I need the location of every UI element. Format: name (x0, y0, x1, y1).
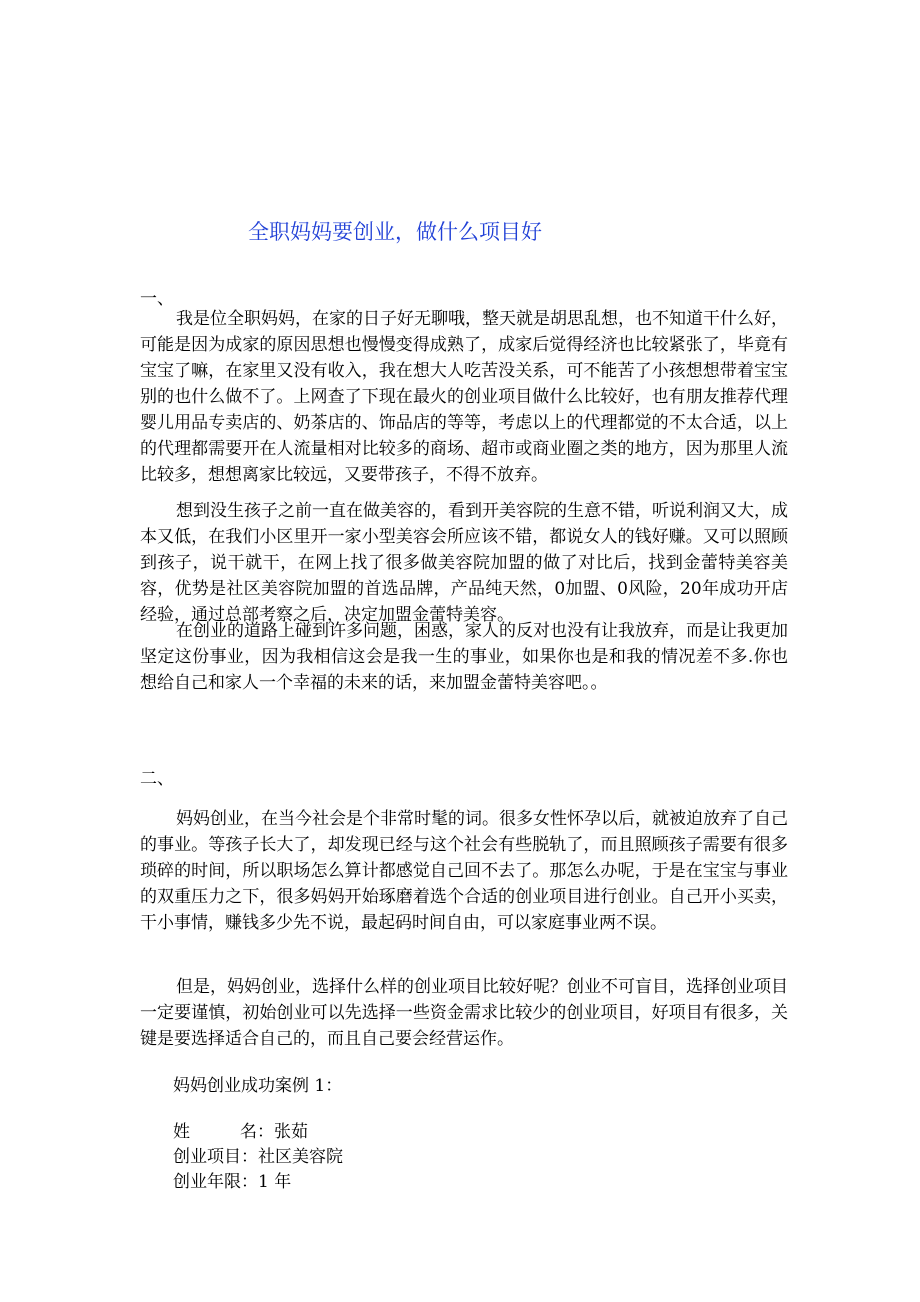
section-one-label: 一、 (140, 289, 174, 309)
section-one-paragraph-1: 我是位全职妈妈，在家的日子好无聊哦，整天就是胡思乱想，也不知道干什么好，可能是因为成家的原因思想也慢慢变得成熟了，成家后觉得经济也比较紧张了，毕竟有宝宝了嘛，在家里又没有收入，我在想大人吃苦没关系，可不能苦了小孩想想带着宝宝别的也什么做不了。上网查了下现在最火的创业项目做什么比较好，也有朋友推荐代理婴儿用品专卖店的、奶茶店的、饰品店的等等，考虑以上的代理都觉的不太合适，以上的代理都需要开在人流量相对比较多的商场、超市或商业圈之类的地方，因为那里人流比较多，想想离家比较远，又要带孩子，不得不放弃。 (140, 309, 788, 485)
case-field-project (173, 1142, 343, 1167)
section-two-paragraph-2: 但是，妈妈创业，选择什么样的创业项目比较好呢？创业不可盲目，选择创业项目一定要谨慎，初始创业可以先选择一些资金需求比较少的创业项目，好项目有很多，关键是要选择适合自己的，而且自己要会经营运作。 (140, 977, 788, 1049)
case-field-name (173, 1117, 308, 1142)
case-field-separator: ： (241, 1172, 258, 1192)
case-field-years-value: 1 年 (258, 1172, 292, 1192)
case-field-name-value: 张茹 (274, 1122, 308, 1142)
section-two-paragraph-1: 妈妈创业，在当今社会是个非常时髦的词。很多女性怀孕以后，就被迫放弃了自己的事业。等孩子长大了，却发现已经与这个社会有些脱轨了，而且照顾孩子需要有很多琐碎的时间，所以职场怎么算计都感觉自己回不去了。那怎么办呢，于是在宝宝与事业的双重压力之下，很多妈妈开始琢磨着选个合适的创业项目进行创业。自己开小买卖，干小事情，赚钱多少先不说，最起码时间自由，可以家庭事业两不误。 (140, 809, 788, 933)
case-field-project-value: 社区美容院 (258, 1147, 343, 1167)
section-one-paragraph-2: 想到没生孩子之前一直在做美容的，看到开美容院的生意不错，听说利润又大，成本又低，在我们小区里开一家小型美容会所应该不错，都说女人的钱好赚。又可以照顾到孩子，说干就干，在网上找了很多做美容院加盟的做了对比后，找到金蕾特美容美容，优势是社区美容院加盟的首选品牌，产品纯天然，0加盟、0风险，20年成功开店经验，通过总部考察之后，决定加盟金蕾特美容。 (140, 501, 788, 625)
document-title: 全职妈妈要创业，做什么项目好 (248, 220, 542, 244)
case-field-name-label: 姓名 (173, 1122, 257, 1142)
case-field-project-label: 创业项目 (173, 1147, 241, 1167)
case-field-separator: ： (257, 1122, 274, 1142)
case-field-years (173, 1167, 291, 1192)
section-two-label: 二、 (140, 769, 174, 789)
section-one-paragraph-3: 在创业的道路上碰到许多问题，困惑，家人的反对也没有让我放弃，而是让我更加坚定这份事业，因为我相信这会是我一生的事业，如果你也是和我的情况差不多.你也想给自己和家人一个幸福的未来的话，来加盟金蕾特美容吧。。 (140, 621, 788, 693)
case-field-years-label: 创业年限 (173, 1172, 241, 1192)
case-field-separator: ： (241, 1147, 258, 1167)
case-title: 妈妈创业成功案例 1： (173, 1076, 343, 1096)
